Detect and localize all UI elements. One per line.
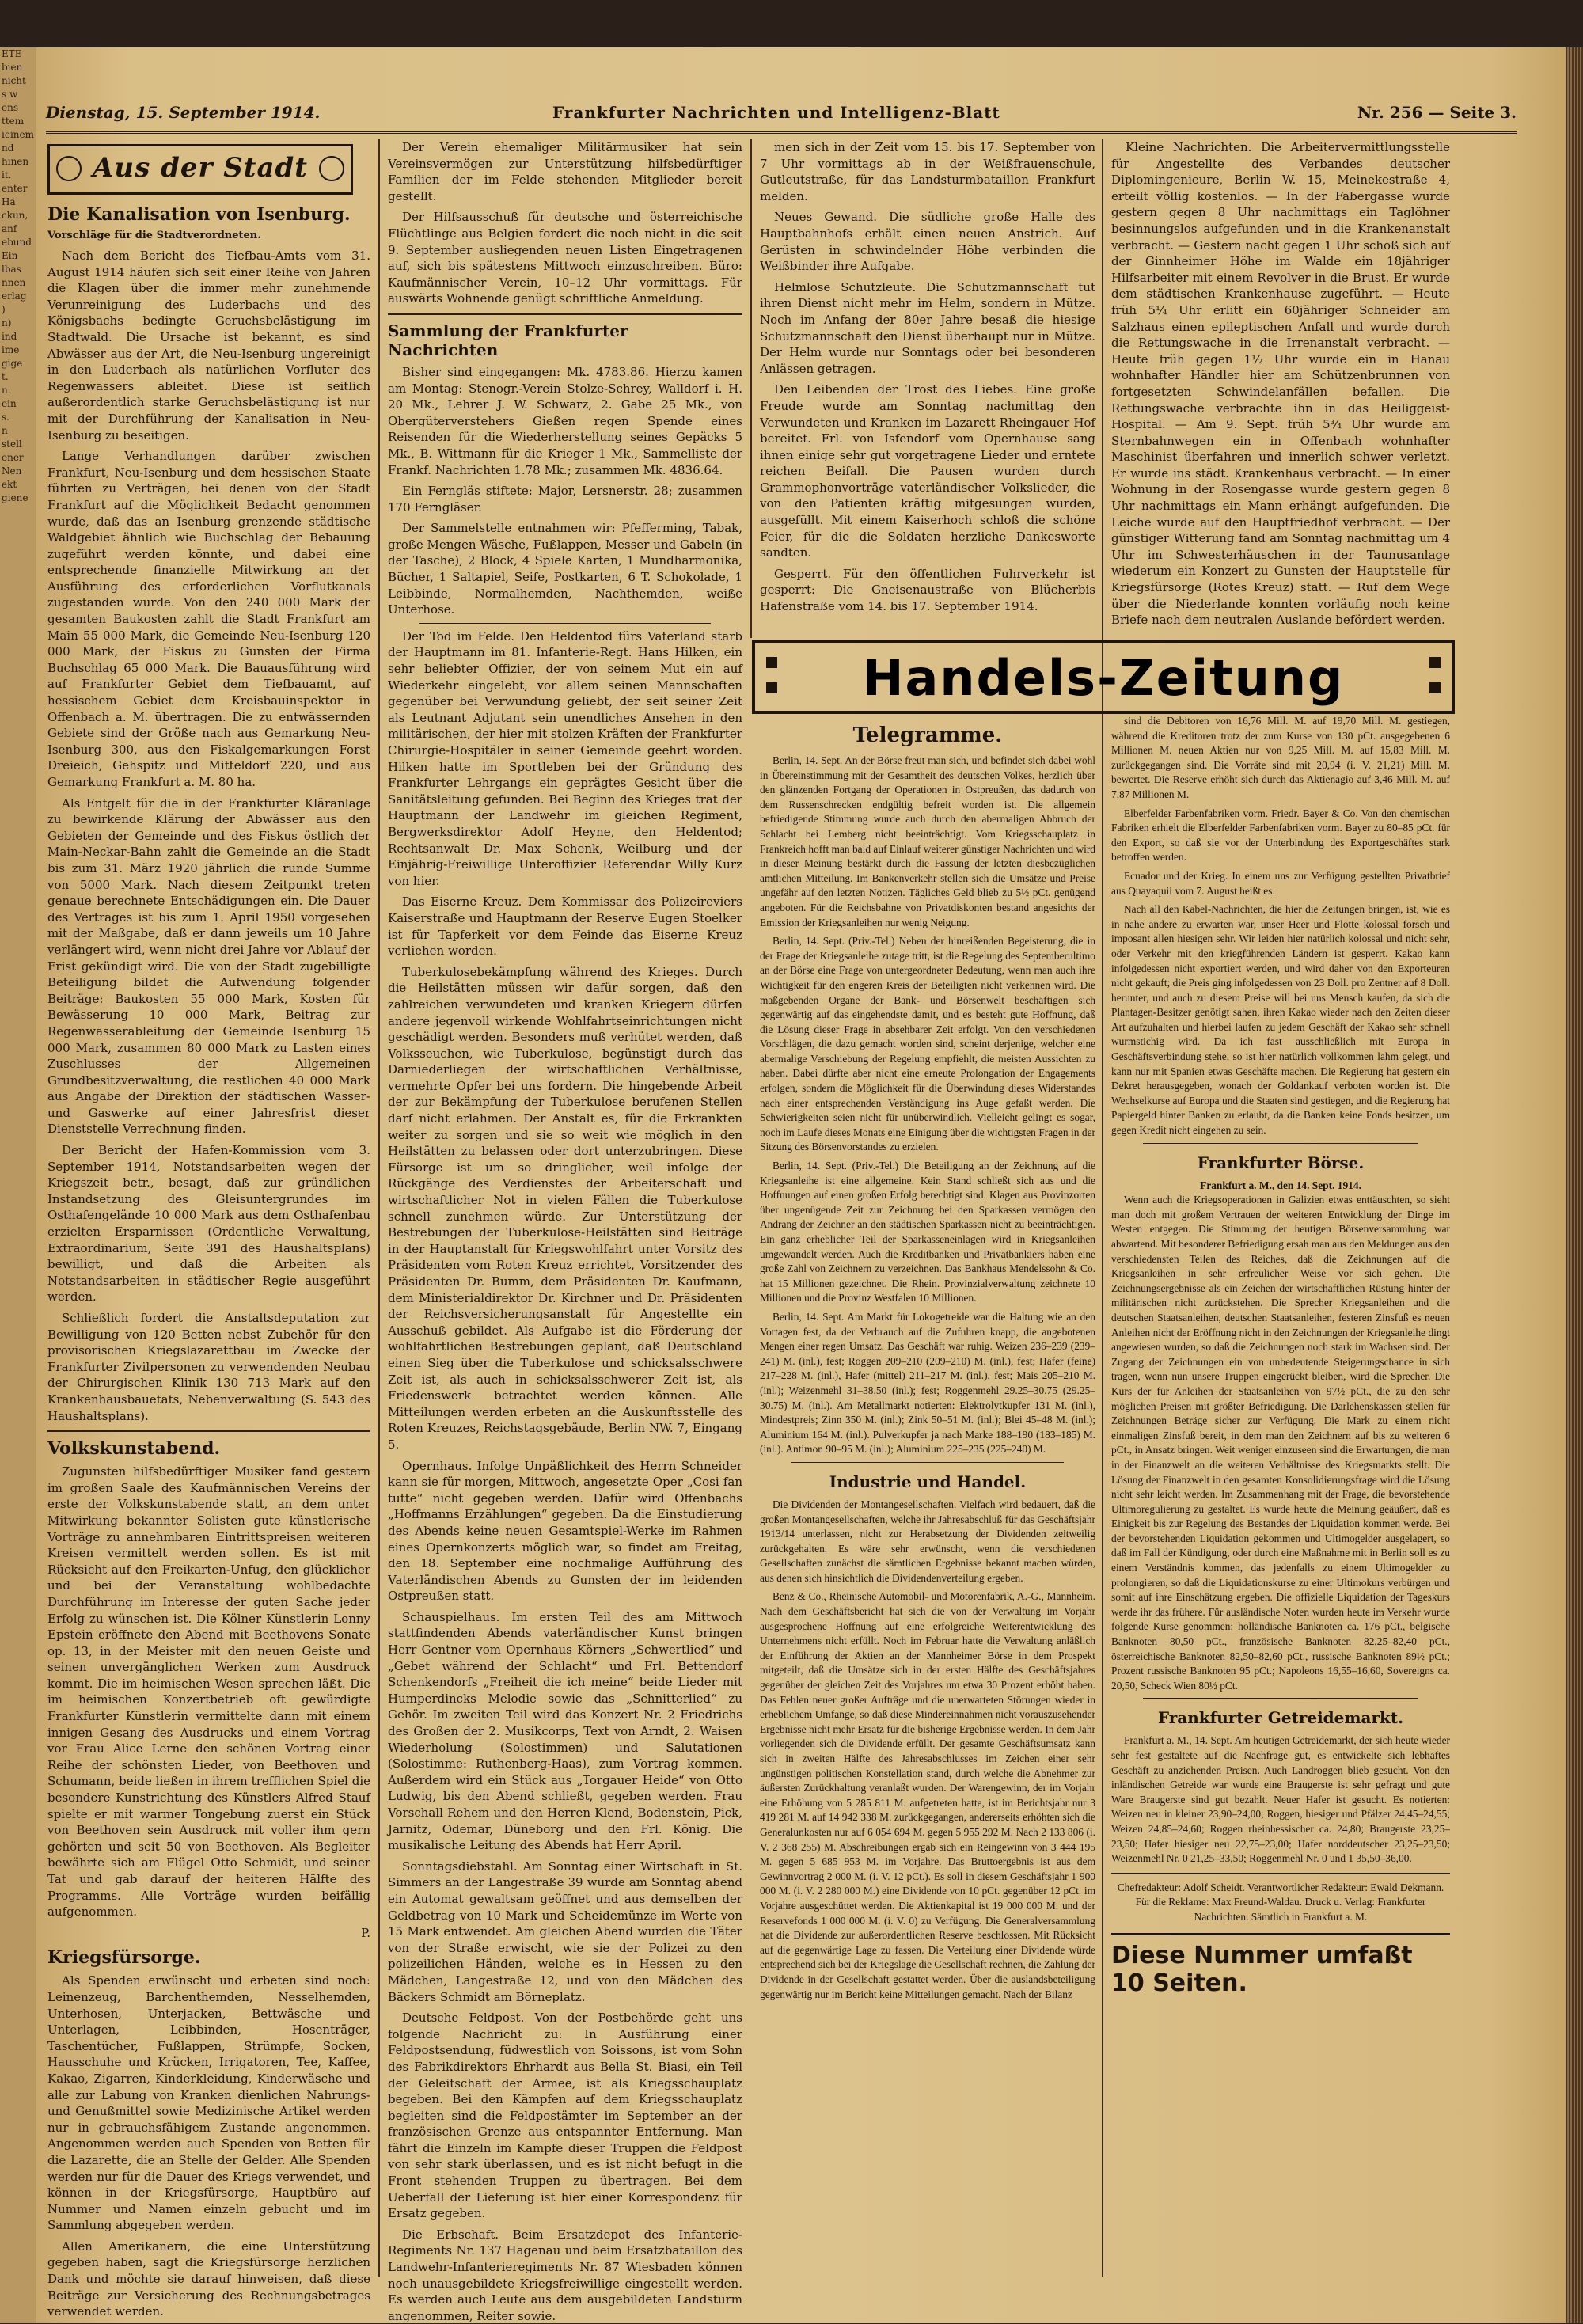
paragraph: Deutsche Feldpost. Von der Postbehörde geht uns folgende Nachricht zu: In Ausführung einer Feldpostsendung, füdwestlich von Soissons, ist vom Sohn des Fabrikdirektors Ehrhardt aus Bella St. Biasi, ein Teil der Geleitschaft der Armee, ist als Kriegsschauplatz begeben. Bei den Kämpfen auf dem Kriegsschauplatz begleiten sind die Feldpostämter im September an der französischen Grenze aus entspannter Entfernung. Man fährt die Einzeln im Kampfe dieser Truppen die Feldpost von sehr stark überlassen, und es ist nicht befugt in die Front stehenden Truppen zu übertragen. Bei dem Ueberfall der Lieferung ist hier einer Korrespondenz für Ersatz gegeben. bbox=[388, 2011, 742, 2221]
article-headline: Kriegsfürsorge. bbox=[47, 1947, 201, 1969]
article-body bbox=[1111, 714, 1450, 1138]
article-subheadline: Vorschläge für die Stadtverordneten. bbox=[47, 230, 261, 241]
handels-zeitung-banner bbox=[752, 640, 1455, 714]
stub-line: stell bbox=[2, 439, 22, 450]
article-body bbox=[1111, 1193, 1450, 1693]
paragraph: Nach all den Kabel-Nachrichten, die hier die Zeitungen bringen, ist, wie es in nahe andere zu erwarten war, unser Heer und Flotte kolossal forsch und imposant allen hiesigen sehr. Wir leiden hier natürlich kolossal und nicht sehr, oder Verkehr mit den kriegführenden Ländern ist gesperrt. Kakao kann infolgedessen nicht exportiert werden, und wird daher von den Exporteuren nicht gekauft; die Preis ging infolgedessen von 23 Doll. pro Zentner auf 8 Doll. herunter, und auch zu diesem Preise will bei uns Mensch kaufen, da sich die Plantagen-Besitzer genötigt sahen, ihren Kakao wieder nach den Zeiten dieser Art aufzuhalten und hierbei laufen zu jedem Geschäft der Kakao sehr schnell wurmstichig wird. Da ich fast ausschließlich mit Europa in Geschäftsverbindung stehe, so ist hier natürlich vollkommen lahm gelegt, und kann nur mit Spanien etwas Geschäfte machen. Die Regierung hat gestern ein Dekret herausgegeben, wonach der Goldankauf verboten worden ist. Die Wechselkurse auf Europa und die Staaten sind gestiegen, und die Regierung hat Papiergeld hinter Banken zu erlaubt, da die Banken keine Fonds besitzen, um gegen Kredit nicht eingehen zu sein. bbox=[1111, 903, 1450, 1137]
paragraph: Ecuador und der Krieg. In einem uns zur Verfügung gestellten Privatbrief aus Quayaquil vom 7. August heißt es: bbox=[1111, 869, 1450, 897]
column-telegramme bbox=[760, 714, 1095, 2277]
divider bbox=[47, 1430, 370, 1432]
article-body bbox=[1111, 1734, 1450, 1866]
paragraph: Als Spenden erwünscht und erbeten sind noch: Leinenzeug, Barchenthemden, Nesselhemden, Unterhosen, Unterjacken, Bettwäsche und Unterlagen, Leibbinden, Hosenträger, Taschentücher, Fußlappen, Strümpfe, Socken, Hausschuhe und Krücken, Irrigatoren, Tee, Kaffee, Kakao, Zigarren, Kinderkleidung, Kinderwäsche und alle zur Labung von Kranken dienlichen Nahrungs- und Genußmittel sowie Medizinische Artikel werden nur in gebrauchsfähigem Zustande angenommen. Angenommen werden auch Spenden von Betten für die Lazarette, die an Stelle der Gelder. Alle Spenden werden nur für die Dauer des Kriegs verwendet, und können in der Kriegsfürsorge, Hauptbüro auf Nummer und Namen einzeln gebucht und im Sammlung abgegeben werden. bbox=[47, 1973, 370, 2233]
signature: P. bbox=[361, 1925, 370, 1940]
paragraph: Den Leibenden der Trost des Liebes. Eine große Freude wurde am Sonntag nachmittag den Verwundeten und Kranken im Lazarett Rheingauer Hof bereitet. Frl. von Isfendorf vom Opernhause sang ihnen einige sehr gut vorgetragene Lieder und erntete reichen Beifall. Die Pausen wurden durch Grammophonvorträge vaterländischer Volkslieder, die von den Patienten kräftig mitgesungen wurden, ausgefüllt. Mit einem Kaiserhoch schloß die schöne Feier, für die die Soldaten herzliche Dankesworte sandten. bbox=[760, 382, 1095, 560]
paragraph: men sich in der Zeit vom 15. bis 17. September von 7 Uhr vormittags ab in der Weißfrauenschule, Gutleutstraße, für das Landsturmbataillon Frankfurt melden. bbox=[760, 140, 1095, 203]
paragraph: Gesperrt. Für den öffentlichen Fuhrverkehr ist gesperrt: Die Gneisenaustraße von Blücherbis Hafenstraße vom 14. bis 17. September 1914. bbox=[760, 566, 1095, 614]
stub-line: ) bbox=[2, 304, 6, 315]
issue-footer: Diese Nummer umfaßt 10 Seiten. bbox=[1111, 1933, 1450, 1997]
ornament-icon bbox=[1429, 657, 1441, 668]
imprint: Chefredakteur: Adolf Scheidt. Verantwortlicher Redakteur: Ewald Dekmann. Für die Reklame: Max Freund-Waldau. Druck u. Verlag: Frankfurter Nachrichten. Sämtlich in Frankfurt a. M. bbox=[1117, 1881, 1444, 1923]
stub-line: erlag bbox=[2, 290, 27, 302]
paragraph: Der Sammelstelle entnahmen wir: Pfefferming, Tabak, große Mengen Wäsche, Fußlappen, Messer und Gabeln (in der Tasche), 2 Block, 4 Spiele Karten, 1 Mundharmonika, Bücher, 1 Saltapiel, Seife, Postkarten, 6 T. Schokolade, 1 Leibbinde, Normalhemden, Nachthemden, weiße Unterhose. bbox=[388, 521, 742, 617]
paragraph: Helmlose Schutzleute. Die Schutzmannschaft tut ihren Dienst nicht mehr im Helm, sondern in Mütze. Noch im Anfang der 80er Jahre besaß die hiesige Schutzmannschaft den Dienst überhaupt nur in Mütze. Der Helm wurde nur Sonntags oder bei besonderen Anlässen getragen. bbox=[760, 279, 1095, 376]
paragraph: Zugunsten hilfsbedürftiger Musiker fand gestern im großen Saale des Kaufmännischen Vereins der erste der Volkskunstabende statt, an dem unter Mitwirkung bekannter Solisten gute künstlerische Vorträge zu annehmbaren Eintrittspreisen weiteren Kreisen vermittelt werden sollen. Es ist mit Rücksicht auf den Freikarten-Unfug, den glücklicher und bei der Veranstaltung wohlbedachte Durchführung im Interesse der guten Sache jeder Erfolg zu wünschen ist. Die Kölner Künstlerin Lonny Epstein eröffnete den Abend mit Beethovens Sonate op. 13, in der Meister mit den neuen Geiste und seinen unvergänglichen Werken zum Ausdruck kommt. Die im heimischen Wesen sprechen läßt. Die im heimischen Konzertbetrieb oft gewürdigte Frankfurter Künstlerin vermittelte dann mit einem innigen Gesang des Ausdrucks und einem Vortrag vor Frau Alice Lerne den schönen Vortrag einer Reihe der schönsten Lieder, von Beethoven und Schumann, beide ließen in ihrem trefflichen Spiel die besondere Kunstrichtung des Künstlers Alfred Stauf spielte er mit warmer Tongebung zuerst ein Stück von Beethoven sein Ausdruck mit voller ihm gern gehörten und seit 50 von Beethoven. Als Begleiter bewährte sich am Flügel Otto Schmidt, und seiner Tat und gab darauf der heiteren Hälfte des Programms. Alle Vorträge wurden beifällig aufgenommen. bbox=[47, 1464, 370, 1920]
stub-line: ckun, bbox=[2, 210, 28, 221]
section-title: Aus der Stadt bbox=[92, 152, 308, 184]
divider bbox=[1111, 1873, 1450, 1874]
ornament-icon bbox=[319, 156, 344, 181]
stub-line: ind bbox=[2, 331, 17, 342]
article-body bbox=[47, 1464, 370, 1941]
stub-line: ens bbox=[2, 102, 18, 113]
paragraph: Der Bericht der Hafen-Kommission vom 3. September 1914, Notstandsarbeiten wegen der Kriegszeit betr., besagt, daß zur gründlichen Instandsetzung des Gleisuntergrundes im Osthafengelände 10 000 Mark aus dem Osthafenbau erzielten Ersparnissen (Ordentliche Verwaltung, Extraordinarium, Seite 391 des Haushaltsplans) bewilligt, und daß die Arbeiten als Notstandsarbeiten in städtischer Regie ausgeführt werden. bbox=[47, 1143, 370, 1304]
stub-line: ETE bbox=[2, 48, 22, 59]
stub-line: giene bbox=[2, 492, 28, 503]
paragraph: Als Entgelt für die in der Frankfurter Kläranlage zu bewirkende Klärung der Abwässer aus den Gebieten der Gemeinde und des Fiskus östlich der Main-Neckar-Bahn zahlt die Gemeinde an die Stadt bis zum 31. März 1920 jährlich die runde Summe von 5000 Mark. Nach diesem Zeitpunkt treten genaue berechnete Entschädigungen ein. Die Dauer des Vertrages ist bis zum 1. April 1950 vorgesehen mit der Maßgabe, daß er dann jeweils um 10 Jahre verlängert wird, wenn nicht drei Jahre vor Ablauf der Frist gekündigt wird. Die von der Stadt zugebilligte Beteiligung bildet die Aufwendung folgender Beiträge: Baukosten 55 000 Mark, Kosten für Bewässerung 10 000 Mark, Beitrag zur Regenwasserableitung der Gemeinde Isenburg 15 000 Mark, zusammen 80 000 Mark zu Lasten eines Zuschlusses der Allgemeinen Grundbesitzverwaltung, die restlichen 40 000 Mark aus Angabe der Direktion der städtischen Wasser- und Gaswerke auf einer Jahresfrist dieser Dienststelle Verrechnung finden. bbox=[47, 796, 370, 1137]
stub-line: ebund bbox=[2, 237, 32, 248]
paragraph: Berlin, 14. Sept. An der Börse freut man sich, und befindet sich dabei wohl in Übereinstimmung mit der Gesamtheit des deutschen Volkes, herzlich über den glänzenden Fortgang der Operationen in Ostpreußen, das dadurch von dem Russenschrecken endgültig befreit worden ist. Die allgemein befriedigende Stimmung wurde auch durch den abermaligen Abbruch der Schlacht bei Lemberg nicht beeinträchtigt. Vom Kriegsschauplatz in Frankreich hofft man bald auf Einlauf weiterer günstiger Nachrichten und wird in dieser Meinung bestärkt durch die Fassung der letzten diesbezüglichen amtlichen Mitteilung. Im Bankenverkehr stellen sich die Umsätze und Preise ungefähr auf den letzten Notizen. Tägliches Geld blieb zu 5½ pCt. genügend angeboten. Für die Reichsbahne von Privatdiskonten bestand angesichts der Emission der Kriegsanleihen nur wenig Neigung. bbox=[760, 754, 1095, 928]
article-body bbox=[47, 1973, 370, 2319]
paragraph: Kleine Nachrichten. Die Arbeitervermittlungsstelle für Angestellte des Verbandes deutscher Diplomingenieure, Berlin W. 15, Meinekestraße 4, erteilt völlig kostenlos. — In der Fabergasse wurde gestern gegen 8 Uhr nachmittags ein Taglöhner besinnungslos aufgefunden und in die Krankenanstalt verbracht. — Gestern nacht gegen 1 Uhr schoß sich auf der Ginnheimer Höhe im Walde ein 18jähriger Hilfsarbeiter mit einem Revolver in die Brust. Er wurde dem städtischen Krankenhause zugeführt. — Heute früh 5¼ Uhr erlitt ein 60jähriger Schneider am Salzhaus einen epileptischen Anfall und wurde durch die Rettungswache in die Irrenanstalt verbracht. — Heute früh gegen 1½ Uhr wurde ein in Hanau wohnhafter Händler hier am Schützenbrunnen von fortgesetzten Schwindelanfällen befallen. Die Rettungswache verbrachte ihn in das Heiliggeist-Hospital. — Am 9. Sept. früh 5¾ Uhr wurde am Sternbahnwegen ein in Offenbach wohnhafter Maschinist überfahren und innerlich schwer verletzt. Er wurde ins städt. Krankenhaus verbracht. — In einer Wohnung in der Rosengasse wurde gestern gegen 8 Uhr nachmittags ein Mann erhängt aufgefunden. Die Leiche wurde auf den Hauptfriedhof verbracht. — Der günstiger Witterung fand am Sonntag nachmittag um 4 Uhr im Schwesterhäuschen in der Taunusanlage wiederum ein Konzert zu Gunsten der Hauptstelle für Kriegsfürsorge (Rotes Kreuz) statt. — Ruf dem Wege über die Niederlande konnten vorläufig noch keine Briefe nach dem neutralen Auslande befördert werden. bbox=[1111, 140, 1450, 628]
article-body bbox=[388, 628, 742, 2324]
paragraph: Lange Verhandlungen darüber zwischen Frankfurt, Neu-Isenburg und dem hessischen Staate führten zu Verträgen, bei denen von der Stadt Frankfurt auf die Möglichkeit Bedacht genommen wurde, daß das an Isenburg grenzende städtische Waldgebiet ähnlich wie Buchschlag der Bebauung zugeführt werden könnte, und dabei eine entsprechende finanzielle Mitwirkung an der Ausführung des erforderlichen Vorflutkanals zugestanden wurde. Von den 240 000 Mark der gesamten Baukosten zahlt die Stadt Frankfurt am Main 55 000 Mark, die Gemeinde Neu-Isenburg 120 000 Mark, der Fiskus zu Gunsten der Firma Buchschlag 65 000 Mark. Die Bauausführung wird auf Frankfurter Gebiet dem Tiefbauamt, auf hessischem Gebiet dem Kreisbauinspektor in Offenbach a. M. übertragen. Die zu entwässernden Gebiete sind der Größe nach aus Gemarkung Neu-Isenburg 300, aus den Fiskalgemarkungen Forst Dreieich, Gehspitz und Mitteldorf 220, und aus Gemarkung Frankfurt a. M. 80 ha. bbox=[47, 449, 370, 789]
dateline: Frankfurt a. M., den 14. Sept. 1914. bbox=[1200, 1179, 1361, 1191]
paragraph: Berlin, 14. Sept. (Priv.-Tel.) Neben der hinreißenden Begeisterung, die in der Frage der Kriegsanleihe zutage tritt, ist die Regelung des Septemberultimo an der Börse eine Frage von untergeordneter Bedeutung, wenn man auch ihre Wichtigkeit für den engeren Kreis der Beteiligten nicht verkennen wird. Die maßgebenden Organe der Bank- und Börsenwelt beschäftigen sich gegenwärtig auf das eingehendste damit, und es besteht gute Hoffnung, daß die Lösung dieser Frage in absehbarer Zeit erfolgt. Von den verschiedenen Vorschlägen, die dazu gemacht worden sind, scheint derjenige, welcher eine abermalige Verschiebung der Regelung empfiehlt, die meisten Aussichten zu haben. Dabei dürfte aber nicht eine erneute Prolongation der Engagements erfolgen, sondern die Möglichkeit für die Überwindung dieses Widerstandes nach einer entsprechenden Verständigung ins Auge gefaßt werden. Die Schwierigkeiten seien nicht für unüberwindlich. Vielleicht gelingt es sogar, noch im Laufe dieses Monats eine Einigung über die wichtigsten Fragen in der Sitzung des Börsenvorstandes zu erzielen. bbox=[760, 935, 1095, 1153]
stub-line: Ein bbox=[2, 250, 18, 261]
paragraph: Sonntagsdiebstahl. Am Sonntag einer Wirtschaft in St. Simmers an der Langestraße 39 wurde am Sonntag abend ein Automat gewaltsam geöffnet und aus demselben der Geldbetrag von 10 Mark und Scheidemünze im Werte von 15 Mark entwendet. Am gleichen Abend wurden die Täter von der Straße erwischt, wie sie der Polizei zu den polizeilichen Händen, welche es in Hessen zu den Mädchen, Langestraße 12, und von den Mädchen des Bäckers Schmidt am Börneplatz. bbox=[388, 1859, 742, 2004]
stub-line: ekt bbox=[2, 479, 17, 490]
paragraph: Schließlich fordert die Anstaltsdeputation zur Bewilligung von 120 Betten nebst Zubehör für den provisorischen Kriegslazarettbau im Zwecke der Frankfurter Zivilpersonen zu verwendenden Neubau der Chirurgischen Klinik 130 713 Mark auf den Krankenhausbauetats, Nebenverwaltung (S. 543 des Haushaltsplans). bbox=[47, 1311, 370, 1423]
article-body bbox=[760, 754, 1095, 1457]
stub-line: ein bbox=[2, 398, 17, 409]
paragraph: Der Hilfsausschuß für deutsche und österreichische Flüchtlinge aus Belgien fordert die noch nicht in die seit 9. September ausliegenden neuen Listen Eingetragenen auf, sich bis spätestens Mittwoch einzuschreiben. Büro: Kaufmännischer Verein, 10–12 Uhr vormittags. Für auswärts Wohnende genügt schriftliche Anmeldung. bbox=[388, 210, 742, 306]
column-rule bbox=[378, 139, 380, 2277]
section-headline: Frankfurter Börse. bbox=[1197, 1153, 1365, 1172]
paragraph: Opernhaus. Infolge Unpäßlichkeit des Herrn Schneider kann sie für morgen, Mittwoch, angesetzte Oper „Cosi fan tutte“ nicht gegeben werden. Dafür wird Offenbachs „Hoffmanns Erzählungen“ gegeben. Da die Einstudierung des Abends keine neuen Gesamtspiel-Werke im Rahmen eines Opernkonzerts möglich war, so findet am Freitag, den 18. September eine nochmalige Aufführung des Vaterländischen Abends zu Gunsten der im leidenden Ostpreußen statt. bbox=[388, 1458, 742, 1604]
paragraph: Ein Ferngläs stiftete: Major, Lersnerstr. 28; zusammen 170 Ferngläser. bbox=[388, 484, 742, 515]
stub-line: anf bbox=[2, 223, 17, 234]
paragraph: Der Tod im Felde. Den Heldentod fürs Vaterland starb der Hauptmann im 81. Infanterie-Regt. Hans Hilken, ein sehr beliebter Offizier, der von seinem Mut ein auf Wiederkehr eingelebt, vor allem seinen Mannschaften gegenüber bei Verwundung geliebt, der seit seiner Zeit als Leutnant Adjutant sein unendliches Ansehen in den militärischen, der hier mit stolzen Kräften der Frankfurter Chirurgie-Hospitäler in seiner Gemeinde geehrt worden. Hilken hatte im Sportleben bei der Gründung des Frankfurter Lehrgangs ein geprägtes Gesicht über die Sanitätsleitung gefunden. Bei Beginn des Krieges trat der Hauptmann der Landwehr im gleichen Regiment, Bergwerksdirektor Adolf Heyne, den Heldentod; Rechtsanwalt Dr. Max Schenk, Weilburg und der Einjährig-Freiwillige Unteroffizier Referendar Willy Kurz von hier. bbox=[388, 628, 742, 888]
stub-line: bien bbox=[2, 62, 23, 73]
section-title: Handels-Zeitung bbox=[862, 649, 1345, 707]
masthead: Frankfurter Nachrichten und Intelligenz-Blatt bbox=[552, 103, 1000, 122]
stub-line: ttem bbox=[2, 116, 25, 127]
paragraph: Nach dem Bericht des Tiefbau-Amts vom 31. August 1914 häufen sich seit einer Reihe von Jahren die Klagen über die immer mehr zunehmende Verunreinigung des Luderbachs und des Königsbachs bedingte Geruchsbelästigung im Stadtwald. Die Ursache ist bekannt, es sind Abwässer aus der Art, die Neu-Isenburg ungereinigt in den Luderbach als natürlichen Vorfluter des Regenwassers ableitet. Diese ist seitlich außerordentlich starke Geruchsbelästigung ist nur mit der Durchführung der Kanalisation in Neu-Isenburg zu beseitigen. bbox=[47, 249, 370, 442]
page-number: Nr. 256 — Seite 3. bbox=[1357, 103, 1517, 122]
paragraph: Die Dividenden der Montangesellschaften. Vielfach wird bedauert, daß die großen Montangesellschaften, welche ihr Jahresabschluß für das Geschäftsjahr 1913/14 unterlassen, nicht zur Herabsetzung der Dividenden zeitweilig zurückgehalten. Es wäre sehr erwünscht, wenn die verschiedenen Gesellschaften zunächst die sämtlichen Ergebnisse bekannt machen würden, aus denen sich hinsichtlich die Dividendenverteilung ergeben. bbox=[760, 1498, 1095, 1584]
stub-line: enter bbox=[2, 183, 28, 194]
previous-page-stub bbox=[0, 47, 36, 2323]
article-body bbox=[388, 364, 742, 618]
stub-line: Ha bbox=[2, 196, 16, 207]
paragraph: Schauspielhaus. Im ersten Teil des am Mittwoch stattfindenden Abends vaterländischer Kunst bringen Herr Gentner vom Opernhaus Körners „Schwertlied“ und „Gebet während der Schlacht“ und Frl. Bettendorf Schenkendorfs „Freiheit die ich meine“ beide Lieder mit Humperdincks Melodie sowie das „Schnitterlied“ zu Gehör. Im zweiten Teil wird das Konzert Nr. 2 Friedrichs des Großen der 2. Musikcorps, Text von Arndt, 2. Waisen Wiederholung (Solostimmen) und Salutationen (Solostimme: Ruthenberg-Haas), zum Vortrag kommen. Außerdem wird ein Stück aus „Torgauer Heide“ von Otto Ludwig, bis den Abend schließt, gegeben werden. Frau Vorschall Rehem und den Herren Klend, Bodenstein, Pick, Jarnitz, Odemar, Düneborg und den Frl. König. Die musikalische Leitung des Abends hat Herr April. bbox=[388, 1609, 742, 1853]
paragraph: Benz & Co., Rheinische Automobil- und Motorenfabrik, A.-G., Mannheim. Nach dem Geschäftsbericht hat sich die von der Verwaltung im Vorjahr ausgesprochene Hoffnung auf eine erfolgreiche Weiterentwicklung des Unternehmens nicht erfüllt. Noch im Februar hatte die Verwaltung anläßlich der Einführung der Aktien an der Mannheimer Börse in dem Prospekt mitgeteilt, daß die Umsätze sich in der ersten Hälfte des Geschäftsjahres gegenüber der gleichen Zeit des Vorjahres um etwa 30 Prozent erhöht haben. Das Fehlen neuer großer Aufträge und die unerwarteten Störungen wieder in erheblichem Umfange, so daß diese Mindereinnahmen nicht vorauszusehender Ergebnisse nicht mehr Ersatz für die bisherige Ergebnisse werden. In dem Jahr vorliegenden sich die Dividende erfüllt. Der gesamte Geschäftsumsatz kann sich in zweiten Hälfte des Jahresabschlusses im Zeichen einer sehr ungünstigen politischen Konstellation stand, durch welche die Abnehmer zur äußersten Zurückhaltung veranlaßt wurden. Der Warengewinn, der im Vorjahr eine Erhöhung von 5 285 811 M. aufgetreten hatte, ist im Berichtsjahr nur 3 419 281 M. auf 14 942 338 M. zurückgegangen, andererseits erhöhten sich die Generalunkosten nur auf 6 054 694 M. gegen 5 955 292 M. Nach 2 133 806 (i. V. 2 368 255) M. Abschreibungen ergab sich ein Reingewinn von 3 444 195 M. gegen 5 685 953 M. im Vorjahre. Das Bruttoergebnis ist aus dem Gewinnvortrag 2 000 M. (i. V. 12 pCt.). Es soll in diesem Geschäftsjahr 1 900 000 M. (i. V. 2 280 000 M.) eine Dividende von 10 pCt. gegenüber 12 pCt. im Vorjahre ausgeschüttet werden. Die Aktienkapital ist 19 000 000 M. und der Reservefonds 1 000 000 M. (i. V. 0) zu Verfügung. Die Generalversammlung hat die Dividende zur außerordentlichen Reserve beschlossen. Mit Rücksicht auf die gegenwärtige Lage zu fassen. Die Verteilung einer Dividende würde entsprechend sich bei der Kriegslage die Gesellschaft rechnen, die Zahlung der Dividende in der Gesellschaft gestattet werden. Über die auslandsbeteiligung gegenwärtig nur im Bericht keine Mitteilungen gemacht. Nach der Bilanz bbox=[760, 1590, 1095, 2000]
column-aus-der-stadt bbox=[47, 139, 370, 2319]
divider bbox=[1143, 1698, 1418, 1699]
article-body bbox=[760, 1498, 1095, 2002]
paragraph: Berlin, 14. Sept. (Priv.-Tel.) Die Beteiligung an der Zeichnung auf die Kriegsanleihe ist eine allgemeine. Kein Stand schließt sich aus und die Hoffnungen auf einen großen Erfolg berechtigt sind. Klagen aus Provinzorten über ungenügende Zeit zur Zeichnung bei den Sparkassen vermögen den Andrang der Zeichner an den städtischen Sparkassen nicht zu beeinträchtigen. Ein ganz erheblicher Teil der Sparkasseneinlagen wird in Kriegsanleihen umgewandelt werden. Auch die Kreditbanken und Privatbankiers haben eine große Zahl von Zeichnern zu verzeichnen. Das Bankhaus Mendelssohn & Co. hat 15 Millionen gezeichnet. Die Rhein. Provinzialverwaltung zeichnete 10 Millionen und die Provinz Westfalen 10 Millionen. bbox=[760, 1160, 1095, 1304]
paragraph: Neues Gewand. Die südliche große Halle des Hauptbahnhofs erhält einen neuen Anstrich. Auf Gerüsten in schwindelnder Höhe verbinden die Weißbinder ihre Aufgabe. bbox=[760, 210, 1095, 274]
paragraph: sind die Debitoren von 16,76 Mill. M. auf 19,70 Mill. M. gestiegen, während die Kreditoren trotz der zum Kurse von 130 pCt. ausgegebenen 6 Millionen M. neuen Aktien nur von 9,25 Mill. M. auf 15,83 Mill. M. zurückgegangen sind. Die Vorräte sind mit 20,94 (i. V. 21,21) Mill. M. bewertet. Die Reserve erhöht sich durch das Aktienagio auf 3,46 Mill. M. auf 7,87 Millionen M. bbox=[1111, 715, 1450, 800]
book-edge bbox=[1566, 47, 1583, 2323]
stub-line: nicht bbox=[2, 75, 26, 86]
header-date: Dienstag, 15. September 1914. bbox=[46, 103, 321, 122]
column-rule bbox=[750, 139, 752, 638]
section-headline: Industrie und Handel. bbox=[829, 1471, 1027, 1491]
stub-line: it. bbox=[2, 169, 12, 180]
article-headline: Die Kanalisation von Isenburg. bbox=[47, 204, 351, 225]
paragraph: Berlin, 14. Sept. Am Markt für Lokogetreide war die Haltung wie an den Vortagen fest, da der Verbrauch auf die Zufuhren knapp, die angebotenen Mengen einer regen Umsatz. Das Geschäft war ruhig. Weizen 236–239 (239–241) M. (inl.), fest; Roggen 209–210 (209–210) M. (inl.), fest; Hafer (feine) 217–228 M. (inl.), Hafer (mittel) 211–217 M. (inl.), fest; Mais 205–210 M. (inl.); Weizenmehl 31–38.50 (inl.); fest; Roggenmehl 29.25–30.75 (29.25–30.75) M. (inl.). Am Metallmarkt notierten: Elektrolytkupfer 131 M. (inl.), Mindestpreis; Zinn 350 M. (inl.); Zink 50–51 M. (inl.); Blei 45–48 M. (inl.); Aluminium 164 M. (inl.). Pulverkupfer ja nach Marke 188–190 (183–185) M. (inl.). Antimon 90–95 M. (inl.); Aluminium 225–235 (225–240) M. bbox=[760, 1310, 1095, 1456]
paragraph: Das Eiserne Kreuz. Dem Kommissar des Polizeireviers Kaiserstraße und Hauptmann der Reserve Eugen Stoelker ist für Tapferkeit vor dem Feinde das Eiserne Kreuz verliehen worden. bbox=[388, 894, 742, 959]
section-headline: Telegramme. bbox=[852, 723, 1003, 747]
paragraph: Tuberkulosebekämpfung während des Krieges. Durch die Heilstätten müssen wir dafür sorgen, daß den zahlreichen verwundeten und kranken Kriegern dürfen andere jegenvoll wirkende Wohlfahrtseinrichtungen nicht geschädigt werden. Besonders muß verhütet werden, daß Volksseuchen, wie Tuberkulose, begünstigt durch das Darniederliegen der wirtschaftlichen Verhältnisse, vermehrte Opfer bei uns fordern. Die hingebende Arbeit der zur Bekämpfung der Tuberkulose berufenen Stellen darf nicht erlahmen. Der Anstalt es, für die Erkrankten weiter zu sorgen und sie so weit wie möglich in den Heilstätten zu belassen oder dort unterzubringen. Diese Fürsorge ist um so dringlicher, weil infolge der Rückgänge des Verdienstes der Arbeiterschaft und wirtschaftlicher Not in vielen Fällen die Tuberkulose schnell zunehmen würde. Zur Unterstützung der Bestrebungen der Tuberkulose-Heilstätten sind Beiträge in der Hauptanstalt für Kriegswohlfahrt unter Vorsitz des Präsidenten vom Roten Kreuz errichtet, Vorsitzender des Präsidenten Dr. Bumm, dem Präsidenten Dr. Kaufmann, dem Ministerialdirektor Dr. Kirchner und Dr. Präsidenten der Reichsversicherungsanstalt für Angestellte ein Ausschuß gebildet. Als Aufgabe ist die Förderung der wohlfahrtlichen Bestrebungen geplant, daß Deutschland einen Sieg über die Tuberkulose und schicksalsschwere Zeit ist, als auch in schicksalsschwerer Zeit ist, als Friedenswerk betrachtet werden können. Alle Mitteilungen werden erbeten an die Auskunftsstelle des Roten Kreuzes, Reichstagsgebäude, Berlin NW. 7, Eingang 5. bbox=[388, 964, 742, 1452]
stub-line: ime bbox=[2, 344, 20, 355]
stub-line: nd bbox=[2, 142, 14, 154]
column-kleine-nachrichten bbox=[1111, 139, 1450, 630]
article-body bbox=[1111, 139, 1450, 628]
page-header bbox=[46, 95, 1517, 134]
stub-line: n. bbox=[2, 385, 11, 396]
column-rule bbox=[1102, 139, 1103, 2277]
column-boerse bbox=[1111, 714, 1450, 2277]
stub-line: n bbox=[2, 425, 8, 436]
stub-line: ener bbox=[2, 452, 24, 463]
paragraph: Der Verein ehemaliger Militärmusiker hat sein Vereinsvermögen zur Unterstützung hilfsbedürftiger Familien der im Felde stehenden Mitglieder bereit gestellt. bbox=[388, 140, 742, 203]
article-body bbox=[47, 248, 370, 1424]
article-body bbox=[760, 139, 1095, 615]
stub-line: lbas bbox=[2, 264, 21, 275]
ornament-icon bbox=[1429, 682, 1441, 693]
divider bbox=[419, 623, 711, 624]
stub-line: t. bbox=[2, 371, 9, 382]
paragraph: Bisher sind eingegangen: Mk. 4783.86. Hierzu kamen am Montag: Stenogr.-Verein Stolze-Schrey, Walldorf i. H. 20 Mk., Lehrer J. W. Schwarz, 2. Gabe 25 Mk., von Obergüterverstehers Gießen regen Spende eines Reisenden für die Wiederherstellung seines Gepäcks 5 Mk., B. Wittmann für die Krieger 1 Mk., Sammelliste der Frankf. Nachrichten 1.78 Mk.; zusammen Mk. 4836.64. bbox=[388, 364, 742, 477]
stub-line: n) bbox=[2, 317, 12, 328]
paragraph: Allen Amerikanern, die eine Unterstützung gegeben haben, sagt die Kriegsfürsorge herzlichen Dank und möchte sie darauf hinweisen, daß diese Beiträge zur Versicherung des Rechnungsbetrages verwendet werden. bbox=[47, 2239, 370, 2319]
divider bbox=[388, 313, 742, 315]
stub-line: s w bbox=[2, 89, 18, 100]
paragraph: Elberfelder Farbenfabriken vorm. Friedr. Bayer & Co. Von den chemischen Fabriken erhielt die Elberfelder Farbenfabriken vorm. Bayer zu 80–85 pCt. für den Export, so daß sie vor der Unterbindung des Exportgeschäftes stark betroffen werden. bbox=[1111, 807, 1450, 864]
article-headline: Volkskunstabend. bbox=[47, 1438, 221, 1460]
stub-line: hinen bbox=[2, 156, 29, 167]
paragraph: Frankfurt a. M., 14. Sept. Am heutigen Getreidemarkt, der sich heute wieder sehr fest gestaltete auf die Nachfrage gut, es entwickelte sich lebhaftes Geschäft zu anziehenden Preisen. Auch Landroggen blieb gesucht. Von den inländischen Getreide war wurde eine Braugerste ist sehr gefragt und gute Ware Braugerste sind gut bezahlt. Neuer Hafer ist gesucht. Es notierten: Weizen neu in kleiner 23,90–24,00; Roggen, hiesiger und Pfälzer 24,45–24,55; Weizen 24,85–24,60; Roggen rheinhessischer ca. 24,80; Braugerste 23,25–23,50; Hafer hiesiger neu 22,75–23,00; Hafer norddeutscher 23,25–23,50; Weizenmehl Nr. 0 21,25–33,50; Roggenmehl Nr. 0 und 1 35,50–36,00. bbox=[1111, 1734, 1450, 1865]
divider bbox=[792, 1462, 1064, 1463]
section-banner bbox=[47, 144, 353, 195]
stub-line: gige bbox=[2, 358, 23, 369]
paragraph: Wenn auch die Kriegsoperationen in Galizien etwas enttäuschten, so sieht man doch mit großem Vertrauen der weiteren Entwicklung der Dinge im Westen entgegen. Die Stimmung der heutigen Börsenversammlung war abwartend. Mit besonderer Befriedigung ersah man aus den Meldungen aus den verschiedensten Teilen des Reiches, daß die Zeichnungen auf die Kriegsanleihen in sehr erfreulicher Weise vor sich gehen. Die Zeichnungsergebnisse als ein Zeichen der wirtschaftlichen Rüstung hinter der militärischen nicht zurückstehen. Die Sprecher Kriegsanleihen und die deutschen Staatsanleihen, deutschen Staatsanleihen, festeren Zinsfuß es neuen Anleihen nicht der Eröffnung nicht in den Zeichnungen der Kriegsanleihe dingt angewiesen wurden, so daß die Zeichnungen noch stark im Wachsen sind. Der Zugang der Zeichnungen ein von unbedeutende Steigerungschance in sich tragen, wenn nun unsere Truppen eingerückt bleiben, wird die Sprecher. Die Kurs der für Anleihen der Staatsanleihen von 97½ pCt., die zu den sehr möglichen Preisen mit größter Befriedigung. Die Darlehenskassen stellen für Zeichnungen Beträge sicher zur Verfügung. Die Mark zu einem nicht einmaligen Zinsfuß bereit, in dem man den Zeichnern auf bis zu weiteren 6 pCt., in Ansatz bringen. Weit weniger einzuseen sind die Erwartungen, die man in der Finanzwelt an die weiteren Verhältnisse des Kriegsmarkts stellt. Die Lösung der Finanzwelt in den gesamten Konsolidierungsfrage wird die Lösung nicht sehr leicht werden. Im Zusammenhang mit der Frage, die bevorstehende Ultimoregulierung zu gestaltet. Es wurde heute die Meinung geäußert, daß es Einigkeit bis zur Regelung des Bestandes der Liquidation kommen werde. Bei der bevorstehenden Liquidation gekommen und Ultimogelder ausgelagert, so daß im Fall der Kündigung, oder durch eine Maßnahme mit in Berlin soll es zu einem Verständnis kommen, das jedenfalls zu einem Ultimogelder zu prolongieren, so daß die Liquidationskurse zu einer Ultimokurs verbürgen und somit auf ihre Einschätzung ergeben. Die offizielle Liquidation der Tageskurs werde ihr das frühere. Für ausländische Noten wurden heute im Verkehr wurde folgende Kurse genommen: holländische Banknoten ca. 176 pCt., belgische Banknoten 80,50 pCt., französische Banknoten 82,25–82,40 pCt., österreichische Banknoten 82,50–82,60 pCt., russische Banknoten 89½ pCt.; Prozent russische Banknoten 95 pCt.; Napoleons 16,55–16,60, Sovereigns ca. 20,50, Scheck Wien 80½ pCt. bbox=[1111, 1194, 1450, 1692]
column-local-news bbox=[388, 139, 742, 2323]
paragraph: Die Erbschaft. Beim Ersatzdepot des Infanterie-Regiments Nr. 137 Hagenau und beim Ersatzbataillon des Landwehr-Infanterieregiments Nr. 87 Wiesbaden können noch unausgebildete Kriegsfreiwillige eingestellt werden. Es werden auch Leute aus dem ausgebildeten Landsturm angenommen, Reiter sowie. bbox=[388, 2227, 742, 2323]
article-body bbox=[388, 139, 742, 307]
section-headline: Frankfurter Getreidemarkt. bbox=[1157, 1708, 1404, 1728]
column-local-news-cont bbox=[760, 139, 1095, 630]
divider bbox=[1143, 1143, 1418, 1144]
stub-line: nnen bbox=[2, 277, 26, 288]
stub-line: ieinem bbox=[2, 129, 34, 140]
article-headline: Sammlung der Frankfurter Nachrichten bbox=[388, 321, 628, 359]
stub-line: s. bbox=[2, 412, 9, 423]
stub-line: Nen bbox=[2, 465, 22, 477]
